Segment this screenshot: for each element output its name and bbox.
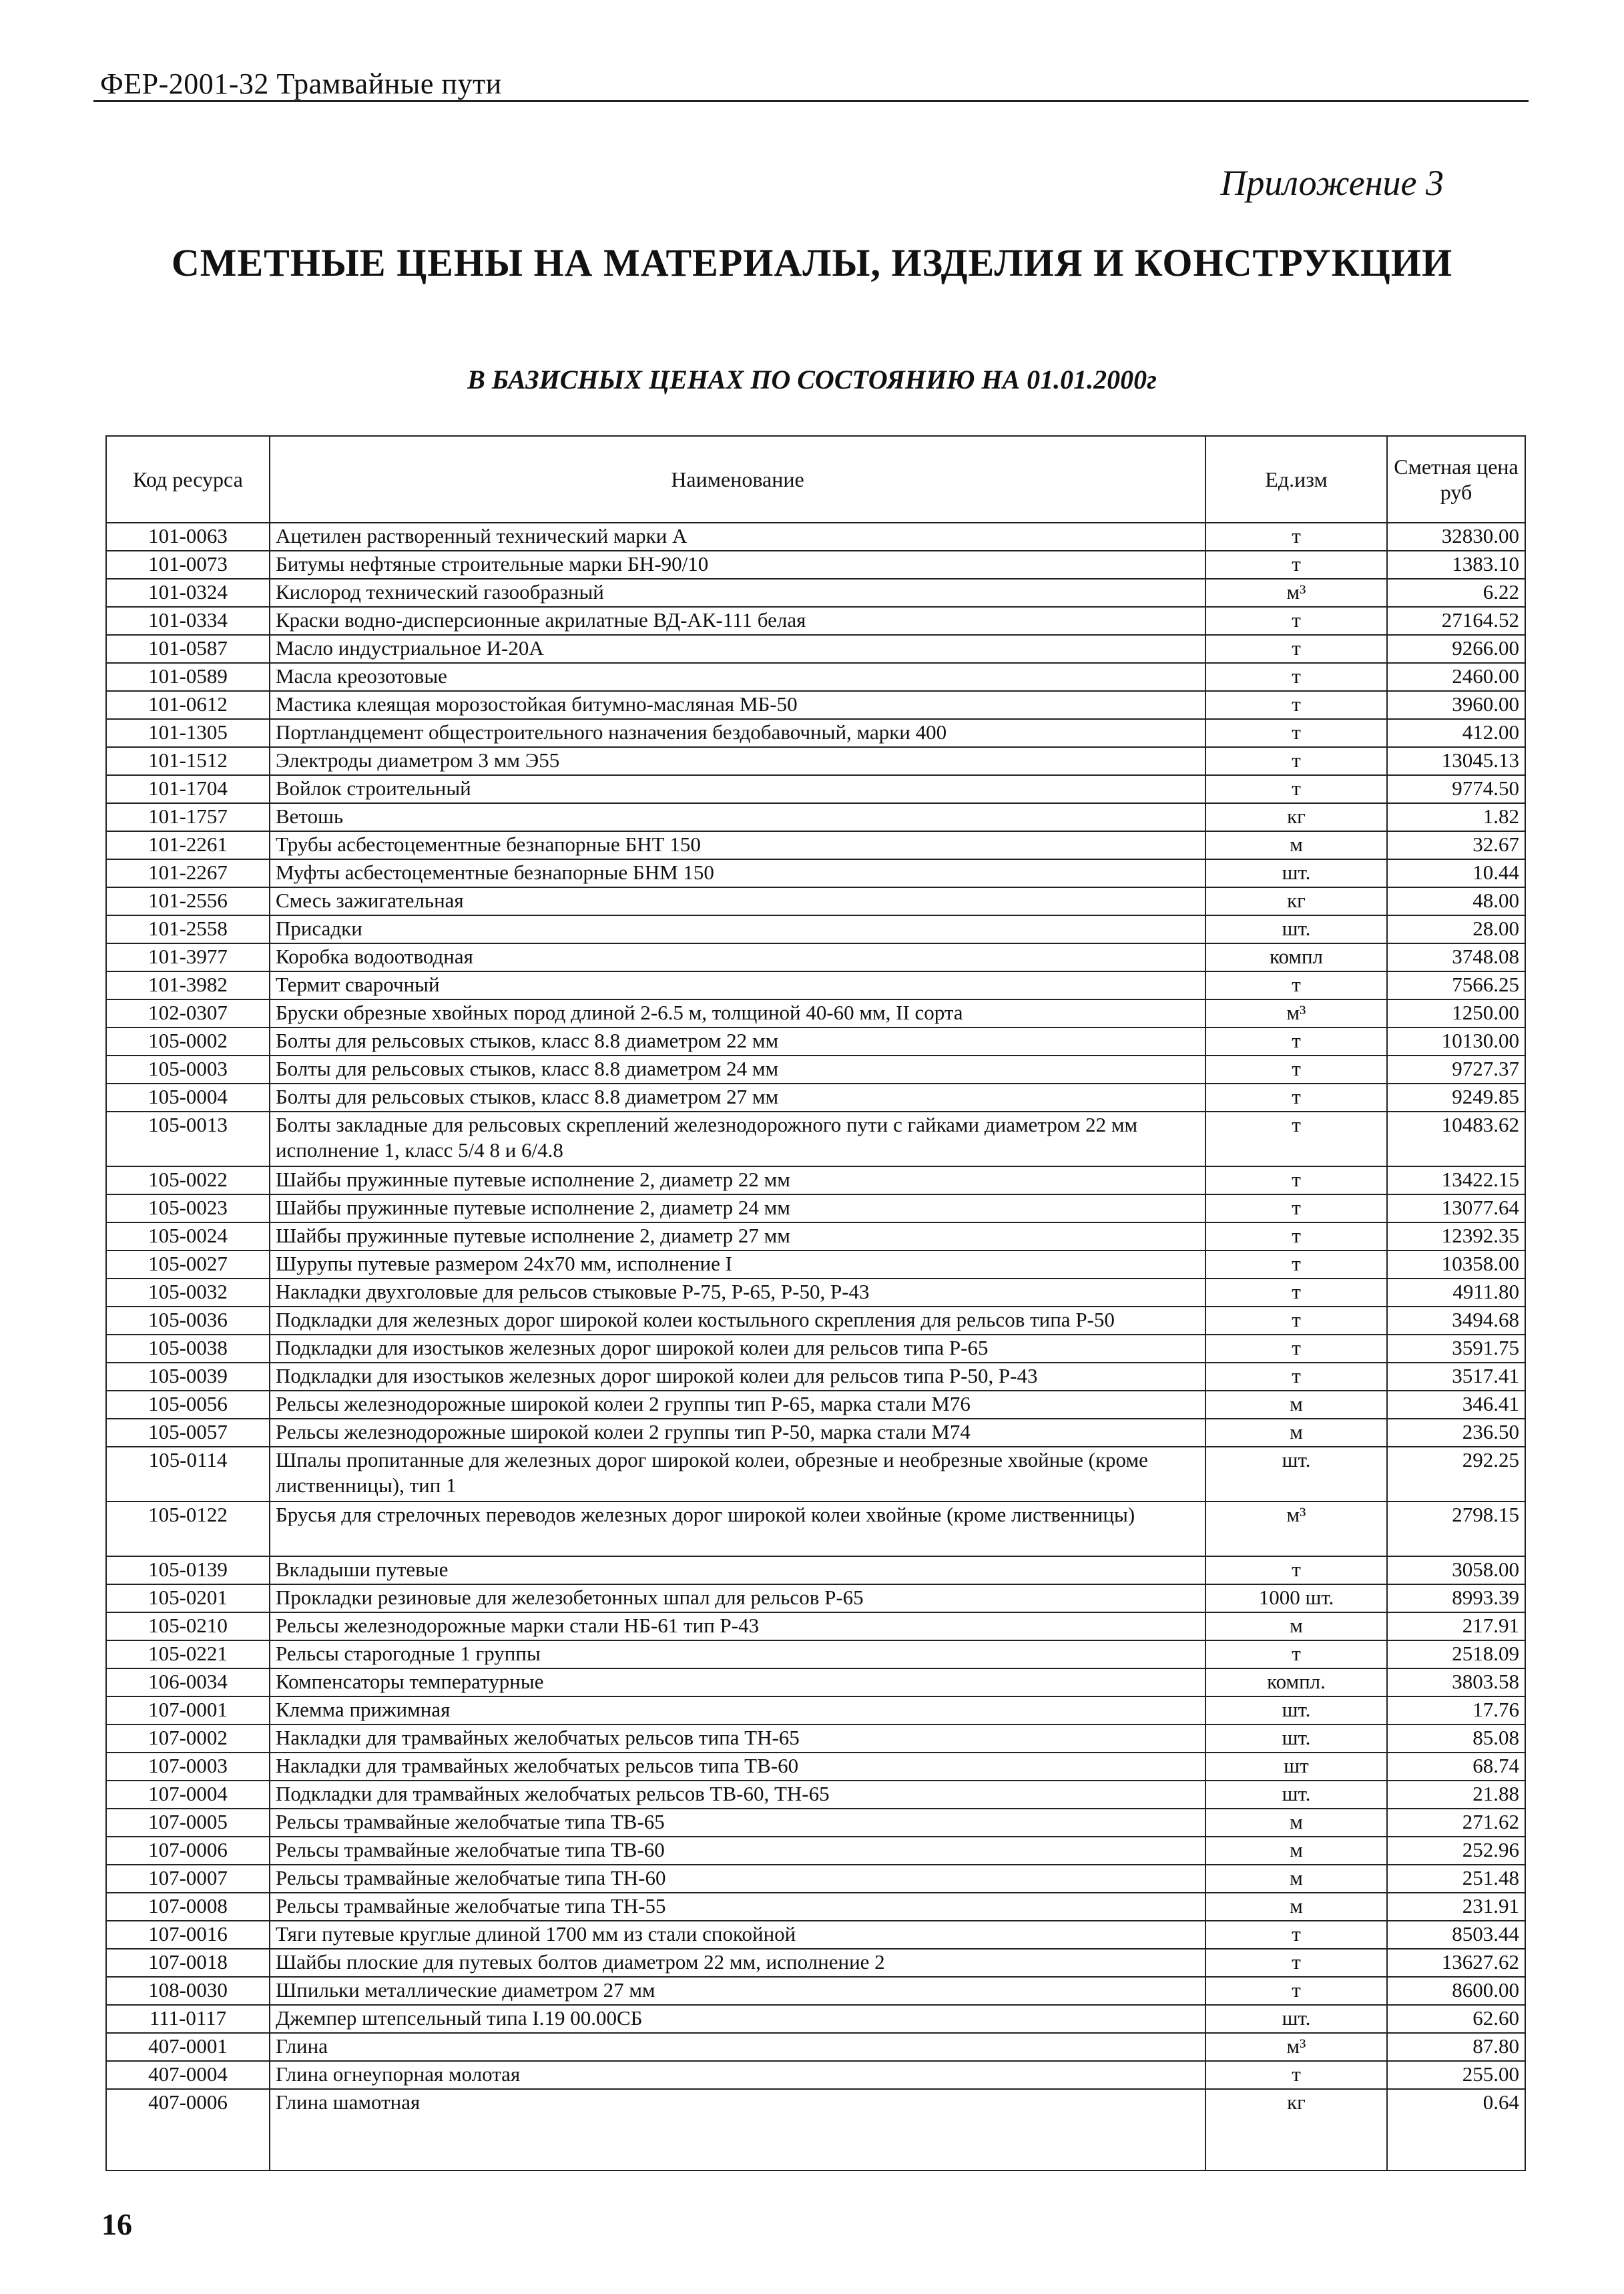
appendix-label: Приложение 3 xyxy=(1220,163,1444,203)
cell-code: 101-2261 xyxy=(106,831,270,859)
cell-price: 27164.52 xyxy=(1387,607,1525,635)
table-row xyxy=(106,1250,1525,1279)
cell-price: 3960.00 xyxy=(1387,691,1525,719)
header-price: Сметная цена руб xyxy=(1387,436,1525,523)
cell-name: Рельсы железнодорожные марки стали НБ-61 тип Р-43 xyxy=(270,1612,1205,1640)
cell-unit: компл xyxy=(1205,943,1387,971)
cell-price: 85.08 xyxy=(1387,1725,1525,1753)
table-row xyxy=(106,915,1525,943)
cell-code: 101-3982 xyxy=(106,971,270,999)
table-row xyxy=(106,2089,1525,2170)
cell-code: 107-0007 xyxy=(106,1865,270,1893)
table-row xyxy=(106,1809,1525,1837)
cell-unit: м xyxy=(1205,831,1387,859)
cell-name: Шайбы плоские для путевых болтов диаметром 22 мм, исполнение 2 xyxy=(270,1949,1205,1977)
cell-price: 0.64 xyxy=(1387,2089,1525,2170)
cell-name: Бруски обрезные хвойных пород длиной 2-6.5 м, толщиной 40-60 мм, II сорта xyxy=(270,999,1205,1027)
cell-price: 10483.62 xyxy=(1387,1112,1525,1166)
cell-name: Подкладки для трамвайных желобчатых рельсов ТВ-60, ТН-65 xyxy=(270,1781,1205,1809)
table-row xyxy=(106,1447,1525,1502)
table-row xyxy=(106,1027,1525,1056)
cell-price: 10130.00 xyxy=(1387,1027,1525,1056)
cell-price: 9249.85 xyxy=(1387,1084,1525,1112)
cell-unit: т xyxy=(1205,607,1387,635)
cell-unit: м xyxy=(1205,1419,1387,1447)
cell-code: 407-0004 xyxy=(106,2061,270,2089)
cell-unit: т xyxy=(1205,1279,1387,1307)
cell-price: 9774.50 xyxy=(1387,775,1525,803)
cell-name: Глина огнеупорная молотая xyxy=(270,2061,1205,2089)
cell-code: 105-0002 xyxy=(106,1027,270,1056)
table-row xyxy=(106,1307,1525,1335)
cell-price: 2798.15 xyxy=(1387,1502,1525,1556)
cell-code: 407-0001 xyxy=(106,2033,270,2061)
table-row xyxy=(106,551,1525,579)
cell-code: 101-0073 xyxy=(106,551,270,579)
cell-name: Трубы асбестоцементные безнапорные БНТ 150 xyxy=(270,831,1205,859)
cell-name: Подкладки для железных дорог широкой колеи костыльного скрепления для рельсов типа Р-50 xyxy=(270,1307,1205,1335)
table-row xyxy=(106,859,1525,887)
cell-price: 217.91 xyxy=(1387,1612,1525,1640)
cell-name: Болты для рельсовых стыков, класс 8.8 диаметром 27 мм xyxy=(270,1084,1205,1112)
cell-price: 1250.00 xyxy=(1387,999,1525,1027)
cell-code: 105-0057 xyxy=(106,1419,270,1447)
cell-price: 3058.00 xyxy=(1387,1556,1525,1584)
cell-unit: т xyxy=(1205,1250,1387,1279)
cell-price: 3494.68 xyxy=(1387,1307,1525,1335)
table-row xyxy=(106,2033,1525,2061)
cell-name: Коробка водоотводная xyxy=(270,943,1205,971)
cell-price: 251.48 xyxy=(1387,1865,1525,1893)
cell-name: Компенсаторы температурные xyxy=(270,1668,1205,1696)
table-row xyxy=(106,1893,1525,1921)
cell-price: 231.91 xyxy=(1387,1893,1525,1921)
cell-unit: т xyxy=(1205,1194,1387,1222)
cell-name: Тяги путевые круглые длиной 1700 мм из стали спокойной xyxy=(270,1921,1205,1949)
cell-price: 292.25 xyxy=(1387,1447,1525,1502)
table-row xyxy=(106,579,1525,607)
cell-name: Присадки xyxy=(270,915,1205,943)
cell-code: 101-2556 xyxy=(106,887,270,915)
cell-code: 101-2267 xyxy=(106,859,270,887)
cell-price: 68.74 xyxy=(1387,1753,1525,1781)
cell-name: Прокладки резиновые для железобетонных шпал для рельсов Р-65 xyxy=(270,1584,1205,1612)
cell-code: 107-0001 xyxy=(106,1696,270,1725)
cell-price: 4911.80 xyxy=(1387,1279,1525,1307)
cell-unit: кг xyxy=(1205,803,1387,831)
cell-name: Рельсы железнодорожные широкой колеи 2 группы тип Р-50, марка стали М74 xyxy=(270,1419,1205,1447)
cell-price: 3803.58 xyxy=(1387,1668,1525,1696)
cell-name: Шайбы пружинные путевые исполнение 2, диаметр 22 мм xyxy=(270,1166,1205,1194)
cell-name: Портландцемент общестроительного назначения бездобавочный, марки 400 xyxy=(270,719,1205,747)
cell-price: 3591.75 xyxy=(1387,1335,1525,1363)
cell-code: 107-0018 xyxy=(106,1949,270,1977)
cell-unit: кг xyxy=(1205,887,1387,915)
cell-code: 105-0036 xyxy=(106,1307,270,1335)
cell-name: Мастика клеящая морозостойкая битумно-масляная МБ-50 xyxy=(270,691,1205,719)
cell-name: Клемма прижимная xyxy=(270,1696,1205,1725)
table-row xyxy=(106,1335,1525,1363)
cell-code: 105-0022 xyxy=(106,1166,270,1194)
cell-unit: т xyxy=(1205,1363,1387,1391)
cell-unit: 1000 шт. xyxy=(1205,1584,1387,1612)
header-unit: Ед.изм xyxy=(1205,436,1387,523)
cell-code: 107-0016 xyxy=(106,1921,270,1949)
cell-price: 13045.13 xyxy=(1387,747,1525,775)
cell-price: 9727.37 xyxy=(1387,1056,1525,1084)
cell-name: Рельсы старогодные 1 группы xyxy=(270,1640,1205,1668)
table-row xyxy=(106,1556,1525,1584)
cell-unit: м³ xyxy=(1205,1502,1387,1556)
cell-code: 105-0056 xyxy=(106,1391,270,1419)
cell-price: 271.62 xyxy=(1387,1809,1525,1837)
cell-code: 106-0034 xyxy=(106,1668,270,1696)
cell-name: Масла креозотовые xyxy=(270,663,1205,691)
cell-price: 3517.41 xyxy=(1387,1363,1525,1391)
table-row xyxy=(106,1391,1525,1419)
table-row xyxy=(106,1056,1525,1084)
table-row xyxy=(106,1977,1525,2005)
table-row xyxy=(106,1363,1525,1391)
table-row xyxy=(106,971,1525,999)
cell-price: 62.60 xyxy=(1387,2005,1525,2033)
cell-name: Брусья для стрелочных переводов железных дорог широкой колеи хвойные (кроме лиственницы) xyxy=(270,1502,1205,1556)
cell-price: 412.00 xyxy=(1387,719,1525,747)
cell-name: Глина xyxy=(270,2033,1205,2061)
cell-price: 8503.44 xyxy=(1387,1921,1525,1949)
cell-unit: кг xyxy=(1205,2089,1387,2170)
table-row xyxy=(106,663,1525,691)
cell-price: 17.76 xyxy=(1387,1696,1525,1725)
cell-code: 105-0221 xyxy=(106,1640,270,1668)
cell-code: 105-0004 xyxy=(106,1084,270,1112)
cell-unit: м³ xyxy=(1205,999,1387,1027)
header-rule xyxy=(93,100,1529,102)
table-row xyxy=(106,1279,1525,1307)
cell-code: 105-0032 xyxy=(106,1279,270,1307)
table-row xyxy=(106,2005,1525,2033)
table-header-row xyxy=(106,436,1525,523)
cell-unit: т xyxy=(1205,691,1387,719)
cell-unit: т xyxy=(1205,1335,1387,1363)
cell-code: 105-0038 xyxy=(106,1335,270,1363)
cell-unit: т xyxy=(1205,1640,1387,1668)
cell-price: 252.96 xyxy=(1387,1837,1525,1865)
cell-name: Болты для рельсовых стыков, класс 8.8 диаметром 24 мм xyxy=(270,1056,1205,1084)
cell-unit: т xyxy=(1205,747,1387,775)
cell-code: 102-0307 xyxy=(106,999,270,1027)
table-row xyxy=(106,803,1525,831)
cell-name: Кислород технический газообразный xyxy=(270,579,1205,607)
cell-unit: м³ xyxy=(1205,579,1387,607)
table-row xyxy=(106,1419,1525,1447)
cell-price: 3748.08 xyxy=(1387,943,1525,971)
cell-unit: т xyxy=(1205,1222,1387,1250)
table-row xyxy=(106,1696,1525,1725)
table-row xyxy=(106,607,1525,635)
table-row xyxy=(106,1921,1525,1949)
cell-unit: шт. xyxy=(1205,859,1387,887)
cell-code: 107-0002 xyxy=(106,1725,270,1753)
cell-code: 107-0008 xyxy=(106,1893,270,1921)
cell-name: Накладки для трамвайных желобчатых рельсов типа ТВ-60 xyxy=(270,1753,1205,1781)
cell-unit: т xyxy=(1205,1977,1387,2005)
table-row xyxy=(106,831,1525,859)
cell-name: Рельсы железнодорожные широкой колеи 2 группы тип Р-65, марка стали М76 xyxy=(270,1391,1205,1419)
cell-price: 9266.00 xyxy=(1387,635,1525,663)
table-row xyxy=(106,887,1525,915)
cell-name: Рельсы трамвайные желобчатые типа ТВ-60 xyxy=(270,1837,1205,1865)
cell-unit: шт xyxy=(1205,1753,1387,1781)
cell-unit: шт. xyxy=(1205,1725,1387,1753)
cell-price: 12392.35 xyxy=(1387,1222,1525,1250)
document-title: СМЕТНЫЕ ЦЕНЫ НА МАТЕРИАЛЫ, ИЗДЕЛИЯ И КОНСТРУКЦИИ xyxy=(171,241,1453,284)
cell-name: Болты закладные для рельсовых скреплений железнодорожного пути с гайками диаметром 22 мм исполнение 1, класс 5/4 8 и 6/4.8 xyxy=(270,1112,1205,1166)
header-name: Наименование xyxy=(270,436,1205,523)
cell-name: Ветошь xyxy=(270,803,1205,831)
table-row xyxy=(106,775,1525,803)
cell-code: 407-0006 xyxy=(106,2089,270,2170)
cell-unit: м xyxy=(1205,1865,1387,1893)
cell-unit: т xyxy=(1205,719,1387,747)
cell-name: Подкладки для изостыков железных дорог широкой колеи для рельсов типа Р-50, Р-43 xyxy=(270,1363,1205,1391)
cell-unit: м xyxy=(1205,1837,1387,1865)
table-row xyxy=(106,523,1525,551)
cell-code: 101-0063 xyxy=(106,523,270,551)
table-row xyxy=(106,747,1525,775)
header-code: Код ресурса xyxy=(106,436,270,523)
cell-name: Шпалы пропитанные для железных дорог широкой колеи, обрезные и необрезные хвойные (кроме лиственницы), тип 1 xyxy=(270,1447,1205,1502)
table-row xyxy=(106,1668,1525,1696)
cell-price: 21.88 xyxy=(1387,1781,1525,1809)
cell-code: 111-0117 xyxy=(106,2005,270,2033)
cell-unit: т xyxy=(1205,1056,1387,1084)
cell-name: Рельсы трамвайные желобчатые типа ТН-60 xyxy=(270,1865,1205,1893)
table-row xyxy=(106,1194,1525,1222)
cell-unit: м xyxy=(1205,1893,1387,1921)
cell-unit: шт. xyxy=(1205,1781,1387,1809)
cell-unit: т xyxy=(1205,1027,1387,1056)
table-row xyxy=(106,635,1525,663)
cell-code: 101-0587 xyxy=(106,635,270,663)
price-table xyxy=(105,435,1526,2171)
table-row xyxy=(106,1949,1525,1977)
cell-price: 87.80 xyxy=(1387,2033,1525,2061)
cell-code: 105-0210 xyxy=(106,1612,270,1640)
cell-unit: м xyxy=(1205,1809,1387,1837)
cell-code: 107-0005 xyxy=(106,1809,270,1837)
cell-unit: т xyxy=(1205,1921,1387,1949)
cell-name: Битумы нефтяные строительные марки БН-90/10 xyxy=(270,551,1205,579)
cell-name: Накладки для трамвайных желобчатых рельсов типа ТН-65 xyxy=(270,1725,1205,1753)
cell-unit: т xyxy=(1205,1112,1387,1166)
table-row xyxy=(106,1112,1525,1166)
cell-name: Накладки двухголовые для рельсов стыковые Р-75, Р-65, Р-50, Р-43 xyxy=(270,1279,1205,1307)
cell-name: Шурупы путевые размером 24х70 мм, исполнение I xyxy=(270,1250,1205,1279)
cell-code: 105-0023 xyxy=(106,1194,270,1222)
cell-name: Войлок строительный xyxy=(270,775,1205,803)
table-row xyxy=(106,1640,1525,1668)
cell-unit: шт. xyxy=(1205,915,1387,943)
cell-price: 32830.00 xyxy=(1387,523,1525,551)
cell-code: 101-3977 xyxy=(106,943,270,971)
cell-code: 105-0024 xyxy=(106,1222,270,1250)
cell-price: 8600.00 xyxy=(1387,1977,1525,2005)
table-row xyxy=(106,1725,1525,1753)
cell-unit: т xyxy=(1205,1307,1387,1335)
cell-unit: т xyxy=(1205,2061,1387,2089)
cell-price: 1383.10 xyxy=(1387,551,1525,579)
cell-code: 101-0324 xyxy=(106,579,270,607)
cell-unit: т xyxy=(1205,551,1387,579)
cell-code: 107-0003 xyxy=(106,1753,270,1781)
cell-unit: м xyxy=(1205,1612,1387,1640)
cell-price: 13422.15 xyxy=(1387,1166,1525,1194)
cell-name: Смесь зажигательная xyxy=(270,887,1205,915)
cell-unit: шт. xyxy=(1205,2005,1387,2033)
table-body xyxy=(106,523,1525,2170)
page-number: 16 xyxy=(101,2207,132,2241)
cell-price: 236.50 xyxy=(1387,1419,1525,1447)
cell-unit: т xyxy=(1205,635,1387,663)
cell-unit: компл. xyxy=(1205,1668,1387,1696)
cell-price: 10.44 xyxy=(1387,859,1525,887)
cell-code: 105-0003 xyxy=(106,1056,270,1084)
cell-code: 105-0122 xyxy=(106,1502,270,1556)
cell-price: 346.41 xyxy=(1387,1391,1525,1419)
table-row xyxy=(106,719,1525,747)
cell-code: 105-0013 xyxy=(106,1112,270,1166)
cell-price: 255.00 xyxy=(1387,2061,1525,2089)
cell-code: 101-0589 xyxy=(106,663,270,691)
cell-unit: шт. xyxy=(1205,1447,1387,1502)
cell-code: 101-0612 xyxy=(106,691,270,719)
cell-name: Шайбы пружинные путевые исполнение 2, диаметр 24 мм xyxy=(270,1194,1205,1222)
cell-price: 10358.00 xyxy=(1387,1250,1525,1279)
cell-price: 2460.00 xyxy=(1387,663,1525,691)
cell-name: Термит сварочный xyxy=(270,971,1205,999)
table-row xyxy=(106,1222,1525,1250)
cell-price: 1.82 xyxy=(1387,803,1525,831)
cell-code: 108-0030 xyxy=(106,1977,270,2005)
cell-unit: т xyxy=(1205,971,1387,999)
cell-code: 101-0334 xyxy=(106,607,270,635)
running-head: ФЕР-2001-32 Трамвайные пути xyxy=(100,67,502,100)
cell-code: 105-0139 xyxy=(106,1556,270,1584)
cell-code: 105-0114 xyxy=(106,1447,270,1502)
cell-name: Болты для рельсовых стыков, класс 8.8 диаметром 22 мм xyxy=(270,1027,1205,1056)
table-row xyxy=(106,999,1525,1027)
cell-unit: м³ xyxy=(1205,2033,1387,2061)
cell-unit: т xyxy=(1205,1949,1387,1977)
table-row xyxy=(106,1584,1525,1612)
cell-name: Подкладки для изостыков железных дорог широкой колеи для рельсов типа Р-65 xyxy=(270,1335,1205,1363)
cell-name: Вкладыши путевые xyxy=(270,1556,1205,1584)
cell-price: 13077.64 xyxy=(1387,1194,1525,1222)
cell-name: Джемпер штепсельный типа I.19 00.00СБ xyxy=(270,2005,1205,2033)
table-row xyxy=(106,1753,1525,1781)
cell-name: Шайбы пружинные путевые исполнение 2, диаметр 27 мм xyxy=(270,1222,1205,1250)
cell-code: 107-0004 xyxy=(106,1781,270,1809)
cell-code: 101-2558 xyxy=(106,915,270,943)
table-row xyxy=(106,1837,1525,1865)
cell-code: 101-1757 xyxy=(106,803,270,831)
cell-code: 101-1305 xyxy=(106,719,270,747)
cell-price: 28.00 xyxy=(1387,915,1525,943)
cell-unit: т xyxy=(1205,663,1387,691)
table-row xyxy=(106,1612,1525,1640)
cell-name: Краски водно-дисперсионные акрилатные ВД-АК-111 белая xyxy=(270,607,1205,635)
table-row xyxy=(106,1502,1525,1556)
table-row xyxy=(106,1865,1525,1893)
table-row xyxy=(106,1781,1525,1809)
cell-name: Муфты асбестоцементные безнапорные БНМ 150 xyxy=(270,859,1205,887)
cell-name: Электроды диаметром 3 мм Э55 xyxy=(270,747,1205,775)
cell-name: Шпильки металлические диаметром 27 мм xyxy=(270,1977,1205,2005)
cell-name: Глина шамотная xyxy=(270,2089,1205,2170)
cell-price: 13627.62 xyxy=(1387,1949,1525,1977)
cell-unit: м xyxy=(1205,1391,1387,1419)
table-row xyxy=(106,691,1525,719)
cell-name: Рельсы трамвайные желобчатые типа ТН-55 xyxy=(270,1893,1205,1921)
cell-price: 7566.25 xyxy=(1387,971,1525,999)
cell-unit: т xyxy=(1205,523,1387,551)
cell-unit: т xyxy=(1205,1556,1387,1584)
cell-unit: т xyxy=(1205,1084,1387,1112)
cell-code: 101-1704 xyxy=(106,775,270,803)
cell-unit: т xyxy=(1205,1166,1387,1194)
cell-code: 101-1512 xyxy=(106,747,270,775)
table-row xyxy=(106,943,1525,971)
cell-code: 105-0201 xyxy=(106,1584,270,1612)
cell-unit: шт. xyxy=(1205,1696,1387,1725)
cell-price: 48.00 xyxy=(1387,887,1525,915)
table-row xyxy=(106,2061,1525,2089)
cell-price: 8993.39 xyxy=(1387,1584,1525,1612)
cell-price: 6.22 xyxy=(1387,579,1525,607)
cell-price: 32.67 xyxy=(1387,831,1525,859)
table-row xyxy=(106,1084,1525,1112)
cell-name: Ацетилен растворенный технический марки А xyxy=(270,523,1205,551)
cell-code: 105-0039 xyxy=(106,1363,270,1391)
cell-price: 2518.09 xyxy=(1387,1640,1525,1668)
cell-code: 107-0006 xyxy=(106,1837,270,1865)
cell-code: 105-0027 xyxy=(106,1250,270,1279)
cell-name: Масло индустриальное И-20А xyxy=(270,635,1205,663)
table-row xyxy=(106,1166,1525,1194)
document-subtitle: В БАЗИСНЫХ ЦЕНАХ ПО СОСТОЯНИЮ НА 01.01.2000г xyxy=(467,365,1157,395)
cell-name: Рельсы трамвайные желобчатые типа ТВ-65 xyxy=(270,1809,1205,1837)
cell-unit: т xyxy=(1205,775,1387,803)
